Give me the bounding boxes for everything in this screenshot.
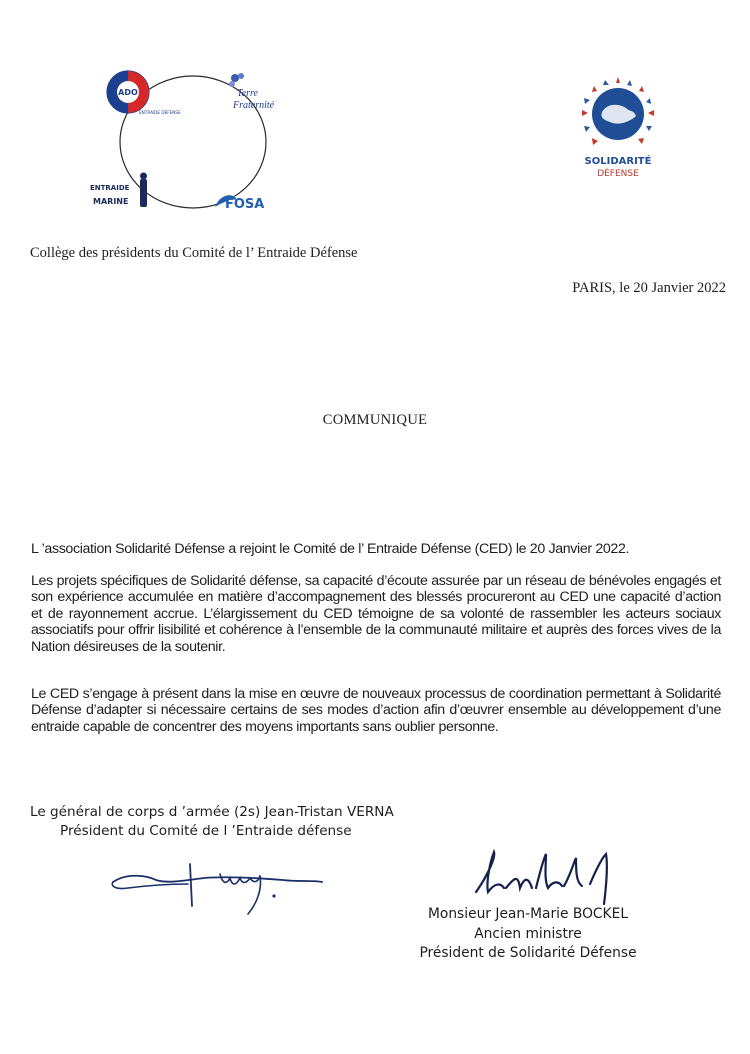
bockel-signature xyxy=(466,848,636,908)
college-heading: Collège des présidents du Comité de l’ Entraide Défense xyxy=(30,245,358,261)
fosa-logo xyxy=(215,195,264,212)
defense-label: DÉFENSE xyxy=(597,169,639,179)
entraide-marine-logo xyxy=(90,173,147,208)
ado-logo xyxy=(107,71,181,115)
paragraph-3: Le CED s’engage à présent dans la mise en œuvre de nouveaux processus de coordination permettant à Solidarité Défense d’adapter si nécessaire certains de ses modes d’action afin d’œuvrer ensemble au développement d’une entraide capable de concentrer des moyens importants sans oublier personne. xyxy=(31,686,721,735)
document-date: PARIS, le 20 Janvier 2022 xyxy=(572,280,726,296)
terre-label: Terre xyxy=(237,88,258,99)
left-signatory-role: Président du Comité de l ’Entraide défense xyxy=(60,823,352,839)
right-signatory-former-role: Ancien ministre xyxy=(474,925,582,942)
ced-logos-cluster xyxy=(85,62,300,222)
solidarite-defense-logo xyxy=(572,72,664,184)
fosa-label: FOSA xyxy=(225,197,265,212)
terre-fraternite-logo xyxy=(229,73,275,111)
verna-signature xyxy=(108,858,328,928)
paragraph-1: L ’association Solidarité Défense a rejoint le Comité de l’ Entraide Défense (CED) le 20 Janvier 2022. xyxy=(31,541,630,557)
paragraph-2: Les projets spécifiques de Solidarité défense, sa capacité d’écoute assurée par un réseau de bénévoles engagés et son expérience accumulée en matière d’accompagnement des blessés procureront au CED une capacité d’action et de rayonnement accrue. L’élargissement du CED témoigne de sa volonté de rassembler les acteurs sociaux associatifs pour offrir lisibilité et cohérence à l’ensemble de la communauté militaire et auprès des forces vives de la Nation désireuses de la soutenir. xyxy=(31,573,721,655)
ado-logo-sub: ENTRAIDE DÉFENSE xyxy=(139,110,181,115)
solidarite-label: SOLIDARITÉ xyxy=(584,156,652,167)
right-signatory-name: Monsieur Jean-Marie BOCKEL xyxy=(427,906,629,922)
star-ring xyxy=(582,77,654,145)
document-title: COMMUNIQUE xyxy=(322,412,428,428)
left-signatory-title: Le général de corps d ’armée (2s) Jean-Tristan VERNA xyxy=(30,804,394,820)
right-signatory-block xyxy=(400,905,656,964)
marine-label: MARINE xyxy=(93,197,129,206)
ado-logo-text: ADO xyxy=(118,88,138,97)
fraternite-label: Fraternité xyxy=(233,100,275,111)
right-signatory-role: Président de Solidarité Défense xyxy=(419,945,637,961)
entraide-label: ENTRAIDE xyxy=(90,184,130,192)
